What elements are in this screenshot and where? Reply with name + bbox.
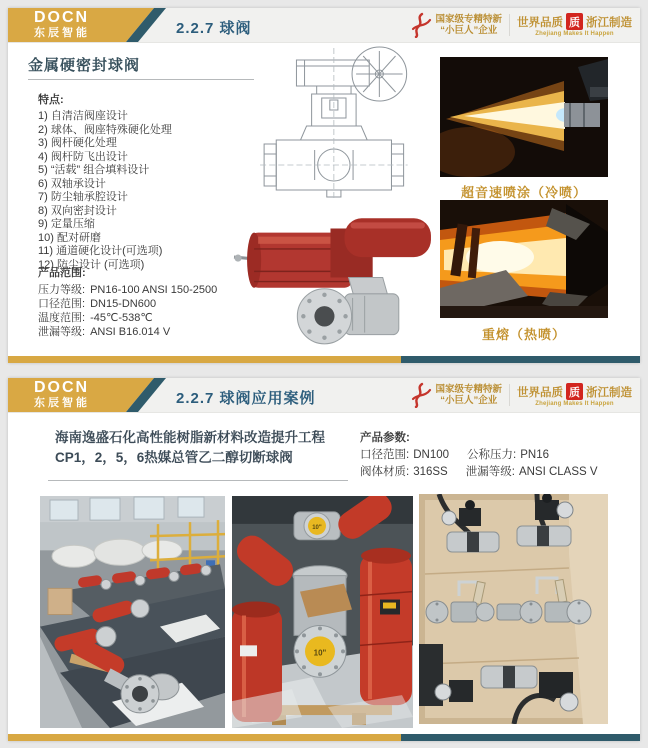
zhejiang-made-logo: 质 — [566, 13, 583, 30]
section-title: 金属硬密封球阀 — [28, 57, 141, 74]
brand-name: DOCN — [34, 379, 90, 396]
range-heading: 产品范围: — [38, 267, 86, 279]
cold-spray-caption: 超音速喷涂（冷喷） — [460, 185, 587, 200]
feature-item: 6) 双轴承设计 — [38, 177, 106, 190]
little-giant-ribbon-icon — [410, 382, 432, 408]
hot-spray-caption: 重熔（热喷） — [481, 327, 566, 342]
red-actuator-valve-render — [232, 204, 438, 352]
made-label: 浙江制造 — [586, 16, 632, 29]
features-list — [38, 94, 172, 272]
slide2-title: 2.2.7 球阀应用案例 — [176, 390, 316, 407]
range-value: PN16-100 ANSI 150-2500 — [90, 284, 218, 296]
slide1-title: 2.2.7 球阀 — [176, 20, 252, 37]
slide-ball-valve — [8, 8, 640, 363]
footer-bar-teal — [401, 356, 640, 363]
docn-logo — [8, 8, 168, 42]
case-title-line1: 海南逸盛石化高性能树脂新材料改造提升工程 — [55, 430, 325, 445]
valve-size-label: 10" — [312, 524, 322, 531]
footer-bar-gold — [8, 734, 401, 741]
valve-size-label: 10" — [313, 648, 327, 658]
header-divider — [509, 14, 510, 36]
feature-item: 12) 防尘设计 (可选项) — [38, 258, 145, 271]
range-value: ANSI B16.014 V — [90, 326, 171, 338]
slide1-header — [8, 8, 640, 43]
crated-valves-photo — [419, 494, 608, 724]
header-certifications — [410, 381, 632, 409]
range-label: 泄漏等级: — [38, 326, 86, 338]
feature-item: 11) 通道硬化设计(可选项) — [38, 245, 163, 257]
case-underline — [48, 480, 348, 481]
slide-ball-valve-cases — [8, 378, 640, 741]
params-heading: 产品参数: — [360, 432, 410, 444]
feature-item: 10) 配对研磨 — [38, 231, 101, 244]
made-label: 浙江制造 — [586, 386, 632, 399]
param-value: DN100 — [413, 449, 450, 461]
made-slogan: Zhejiang Makes It Happen — [535, 401, 614, 407]
case-title — [55, 428, 325, 468]
feature-item: 4) 阀杆防飞出设计 — [38, 150, 128, 163]
footer-bar-gold — [8, 356, 401, 363]
valve-technical-drawing — [254, 44, 440, 202]
header-divider — [509, 384, 510, 406]
slide2-footer-bar — [8, 734, 640, 741]
remelt-photo — [440, 200, 608, 318]
slide2-header — [8, 378, 640, 413]
feature-item: 9) 定量压缩 — [38, 218, 95, 230]
factory-floor-photo — [40, 496, 225, 728]
param-label: 口径范围: — [360, 449, 410, 461]
brand-subtitle: 东辰智能 — [34, 27, 90, 39]
little-giant-ribbon-icon — [410, 12, 432, 38]
cert-line2: “小巨人”企业 — [440, 25, 498, 36]
param-label: 公称压力: — [467, 449, 517, 461]
feature-item: 7) 防尘轴承腔设计 — [38, 191, 128, 203]
section-underline — [28, 79, 254, 80]
slide1-footer-bar — [8, 356, 640, 363]
range-label: 压力等级: — [38, 284, 86, 296]
quality-label: 世界品质 — [517, 16, 563, 29]
cert-line1: 国家级专精特新 — [435, 14, 502, 25]
made-slogan: Zhejiang Makes It Happen — [535, 31, 614, 37]
header-certifications — [410, 11, 632, 39]
zhejiang-made-logo: 质 — [566, 383, 583, 400]
brand-name: DOCN — [34, 9, 90, 26]
range-label: 温度范围: — [38, 312, 86, 324]
packed-valves-photo — [232, 496, 413, 728]
param-label: 阀体材质: — [360, 466, 410, 478]
feature-item: 2) 球体、阀座特殊硬化处理 — [38, 123, 172, 136]
range-value: -45℃-538℃ — [90, 312, 153, 324]
range-label: 口径范围: — [38, 298, 86, 310]
param-value: ANSI CLASS V — [518, 466, 598, 478]
brand-subtitle: 东辰智能 — [34, 397, 90, 409]
features-heading: 特点: — [38, 94, 64, 106]
feature-item: 1) 自清洁阀座设计 — [38, 110, 128, 122]
product-range — [38, 266, 217, 339]
feature-item: 3) 阀杆硬化处理 — [38, 137, 117, 149]
docn-logo — [8, 378, 168, 412]
param-value: PN16 — [520, 449, 549, 461]
param-value: 316SS — [413, 466, 448, 478]
range-value: DN15-DN600 — [90, 298, 157, 310]
case-title-line2: CP1，2，5，6热媒总管乙二醇切断球阀 — [55, 450, 293, 465]
product-parameters — [360, 430, 616, 481]
feature-item: 8) 双向密封设计 — [38, 204, 117, 217]
quality-label: 世界品质 — [517, 386, 563, 399]
feature-item: 5) “活载” 组合填料设计 — [38, 164, 150, 176]
cert-line1: 国家级专精特新 — [435, 384, 502, 395]
footer-bar-teal — [401, 734, 640, 741]
param-label: 泄漏等级: — [465, 466, 515, 478]
supersonic-spray-photo — [440, 57, 608, 177]
cert-line2: “小巨人”企业 — [440, 395, 498, 406]
